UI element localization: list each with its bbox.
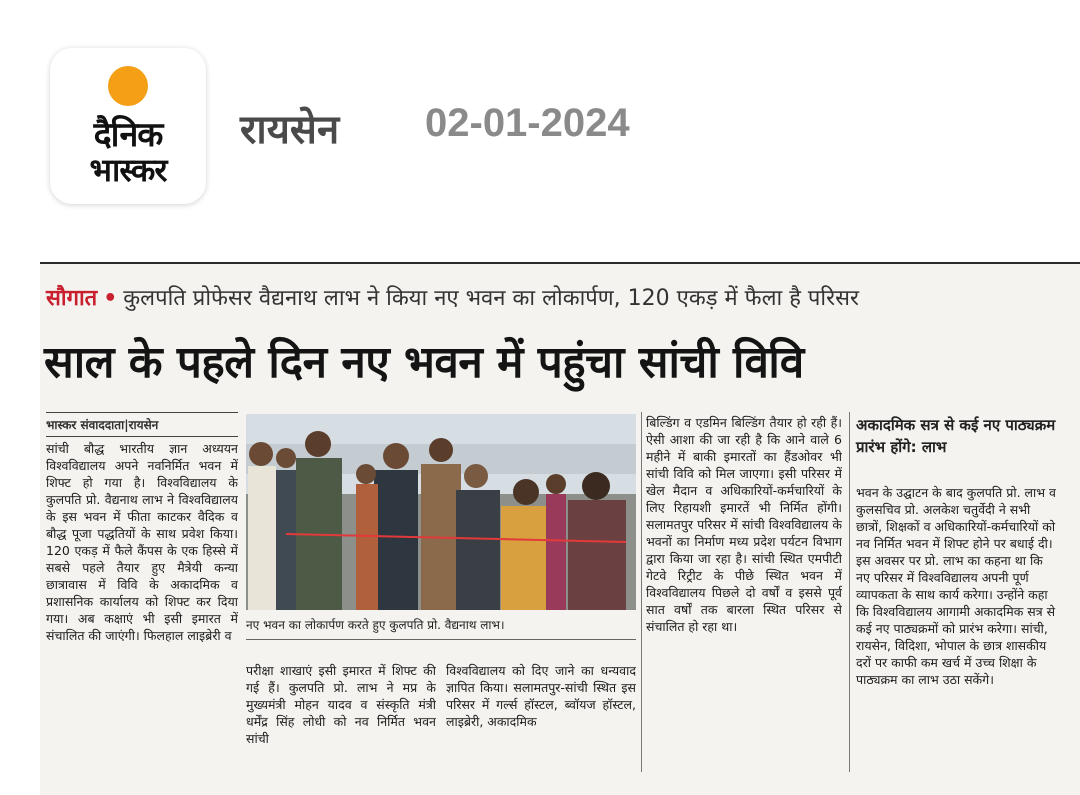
edition-city: रायसेन [240,107,340,153]
logo-word-bhaskar: भास्कर [89,151,167,189]
body-column-3: बिल्डिंग व एडमिन बिल्डिंग तैयार हो रही हैं। ऐसी आशा की जा रही है कि आने वाले 6 महीने में बाकी इमारतों का हैंडओवर भी सांची विवि को मिल जाएगा। इसी परिसर में खेल मैदान व अधिकारियों-कर्मचारियों के लिए रिहायशी इमारतें भी निर्मित होंगी। सलामतपुर परिसर में सांची विश्वविद्यालय के भवनों का निर्माण मध्य प्रदेश पर्यटन विभाग द्वारा किया जा रहा है। सांची स्थित एमपीटी गेटवे रिट्रीट के पीछे स्थित भवन में विश्वविद्यालय पिछले दो वर्षों व इससे पूर्व सात वर्षों तक बारला स्थित परिसर से संचालित हो रहा था। [646,415,842,634]
inauguration-photo [246,414,636,610]
kicker-tag: सौगात [46,286,98,311]
newspaper-clipping [40,262,1080,795]
dainik-bhaskar-logo [50,48,206,204]
kicker-text: कुलपति प्रोफेसर वैद्यनाथ लाभ ने किया नए भवन का लोकार्पण, 120 एकड़ में फैला है परिसर [123,286,859,311]
photo-caption: नए भवन का लोकार्पण करते हुए कुलपति प्रो. वैद्यनाथ लाभ। [246,616,636,640]
body-column-2a: परीक्षा शाखाएं इसी इमारत में शिफ्ट की गई हैं। कुलपति प्रो. लाभ ने मप्र के मुख्यमंत्री मोहन यादव व संस्कृति मंत्री धर्मेंद्र सिंह लोधी को नव निर्मित भवन सांची [246,663,436,746]
kicker-bullet: • [103,286,118,311]
sidebar-body: भवन के उद्घाटन के बाद कुलपति प्रो. लाभ व कुलसचिव प्रो. अलकेश चतुर्वेदी ने सभी छात्रों, शिक्षकों व अधिकारियों-कर्मचारियों को नव निर्मित भवन में शिफ्ट होने पर बधाई दी। इस अवसर पर प्रो. लाभ का कहना था कि नए परिसर में विश्वविद्यालय अपनी पूर्ण व्यापकता के साथ कार्य करेगा। उन्होंने कहा कि विश्वविद्यालय आगामी अकादमिक सत्र से कई नए पाठ्यक्रमों को प्रारंभ करेगा। सांची, रायसेन, विदिशा, भोपाल के छात्र शासकीय दरों पर काफी कम खर्च में उच्च शिक्षा के पाठ्यक्रम का लाभ उठा सकेंगे। [856,485,1056,687]
body-column-2b: विश्वविद्यालय को दिए जाने का धन्यवाद ज्ञापित किया। सलामतपुर-सांची स्थित इस परिसर में गर्ल्स हॉस्टल, ब्वॉयज हॉस्टल, लाइब्रेरी, अकादमिक [446,663,636,729]
body-column-1: सांची बौद्ध भारतीय ज्ञान अध्ययन विश्वविद्यालय अपने नवनिर्मित भवन में शिफ्ट हो गया है। विश्वविद्यालय के कुलपति प्रो. वैद्यनाथ लाभ ने विश्वविद्यालय के इस भवन में फीता काटकर वैदिक व बौद्ध पूजा पद्धतियों के साथ प्रवेश किया। 120 एकड़ में फैले कैंपस के एक हिस्से में सबसे पहले तैयार हुए मैत्रेयी कन्या छात्रावास में विवि के अकादमिक व प्रशासनिक कार्यालय को शिफ्ट कर दिया गया। अब कक्षाएं भी इसी इमारत में संचालित की जाएंगी। फिलहाल लाइब्रेरी व [46,441,238,643]
sun-icon [108,66,148,106]
edition-date: 02-01-2024 [425,101,630,145]
logo-word-dainik: दैनिक [93,115,163,155]
headline: साल के पहले दिन नए भवन में पहुंचा सांची विवि [44,337,804,388]
kicker-line [46,282,859,312]
column-divider [641,412,642,772]
byline: भास्कर संवाददाता|रायसेन [46,412,238,437]
top-rule [40,262,1080,264]
column-divider [849,412,850,772]
photo-illustration [246,414,636,610]
sidebar-headline: अकादमिक सत्र से कई नए पाठ्यक्रम प्रारंभ होंगे: लाभ [856,416,1056,456]
